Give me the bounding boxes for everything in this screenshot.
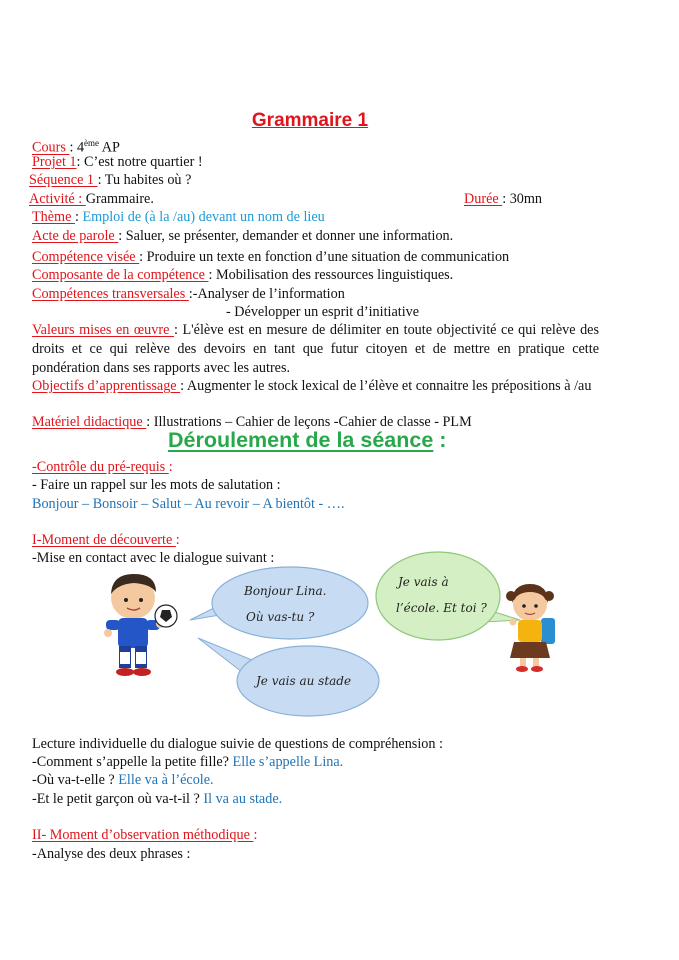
question-3-text: -Et le petit garçon où va-t-il ?	[32, 791, 204, 807]
bubble1-line2: Où vas-tu ?	[246, 610, 315, 624]
deroulement-colon: :	[433, 428, 447, 452]
boy-illustration	[104, 574, 177, 676]
competence-line	[32, 248, 509, 266]
answer-2: Elle va à l’école.	[118, 772, 214, 788]
projet-value: : C’est notre quartier !	[76, 154, 203, 170]
prerequis-instruction: - Faire un rappel sur les mots de salutation :	[32, 477, 281, 493]
decouverte-heading-colon: :	[175, 532, 180, 548]
lecture-line: Lecture individuelle du dialogue suivie de questions de compréhension :	[32, 736, 443, 752]
valeurs-paragraph	[32, 321, 599, 378]
bubble3-text: Je vais au stade	[256, 674, 352, 688]
duree-label: Durée	[464, 191, 503, 207]
deroulement-title: Déroulement de la séance	[168, 428, 434, 452]
answer-3: Il va au stade.	[203, 791, 283, 807]
girl-illustration	[506, 584, 555, 672]
transversales-value: :-Analyser de l’information	[188, 286, 345, 302]
prerequis-heading	[32, 458, 173, 476]
sequence-value: : Tu habites où ?	[97, 172, 192, 188]
acte-value: : Saluer, se présenter, demander et donner une information.	[118, 228, 454, 244]
valeurs-label: Valeurs mises en œuvre	[32, 322, 174, 338]
materiel-label: Matériel didactique	[32, 414, 147, 430]
transversales-line	[32, 285, 345, 303]
bubble2-line1: Je vais à	[398, 575, 449, 589]
cours-value-suffix: AP	[99, 139, 120, 156]
observation-heading	[32, 826, 257, 844]
observation-instruction: -Analyse des deux phrases :	[32, 846, 191, 862]
objectifs-label: Objectifs d’apprentissage	[32, 378, 181, 394]
sequence-label: Séquence 1	[29, 172, 98, 188]
speech-bubble-boy-1	[190, 567, 368, 639]
question-3	[32, 790, 282, 808]
duree-line	[464, 190, 542, 208]
projet-line	[32, 153, 203, 171]
composante-line	[32, 266, 453, 284]
deroulement-heading	[168, 428, 446, 453]
theme-line: Thème : Emploi de (à la /au) devant un nom de lieu	[32, 209, 325, 225]
activite-label: Activité :	[29, 191, 86, 207]
objectifs-paragraph	[32, 377, 599, 396]
bubble1-line1: Bonjour Lina.	[244, 584, 327, 598]
theme-value: Emploi de (à la /au) devant un nom de lieu	[82, 209, 325, 225]
transversales-line-2: - Développer un esprit d’initiative	[226, 304, 420, 320]
objectifs-value: : Augmenter le stock lexical de l’élève et connaitre les prépositions à /au	[180, 378, 592, 394]
activite-line	[29, 190, 154, 208]
question-1	[32, 753, 343, 771]
acte-label: Acte de parole	[32, 228, 119, 244]
materiel-value: : Illustrations – Cahier de leçons -Cahier de classe - PLM	[146, 414, 472, 430]
cours-label: Cours	[32, 139, 70, 156]
theme-label: Thème	[32, 209, 75, 225]
bubble2-line2: l’école. Et toi ?	[396, 601, 487, 615]
question-2	[32, 771, 214, 789]
document-title: Grammaire 1	[251, 110, 369, 131]
valeurs-value: : L'élève est en mesure de délimiter en toute objectivité ce qui relève des droits et ce qui relève des devoirs en tant que futur citoyen et de mettre en pratique cette pondération dans ses rapports avec les autres.	[32, 322, 599, 376]
sequence-line	[29, 171, 191, 189]
acte-line	[32, 227, 453, 245]
prerequis-words: Bonjour – Bonsoir – Salut – Au revoir – A bientôt - ….	[32, 496, 345, 512]
cours-value-prefix: 4	[76, 139, 85, 156]
dialogue-illustration	[100, 540, 570, 720]
question-1-text: -Comment s’appelle la petite fille?	[32, 754, 233, 770]
observation-heading-colon: :	[253, 827, 258, 843]
decouverte-heading-text: I-Moment de découverte	[32, 532, 176, 548]
speech-bubble-boy-2	[198, 638, 379, 716]
prerequis-heading-colon: :	[168, 459, 173, 475]
question-2-text: -Où va-t-elle ?	[32, 772, 119, 788]
composante-value: : Mobilisation des ressources linguistiques.	[208, 267, 454, 283]
projet-label: Projet 1	[32, 154, 77, 170]
prerequis-heading-text: -Contrôle du pré-requis	[32, 459, 169, 475]
decouverte-instruction: -Mise en contact avec le dialogue suivant :	[32, 550, 275, 566]
transversales-label: Compétences transversales	[32, 286, 189, 302]
answer-1: Elle s’appelle Lina.	[232, 754, 344, 770]
duree-value: : 30mn	[502, 191, 543, 207]
observation-heading-text: II- Moment d’observation méthodique	[32, 827, 254, 843]
competence-value: : Produire un texte en fonction d’une situation de communication	[139, 249, 510, 265]
cours-value-sup: ème	[84, 138, 100, 148]
activite-value: Grammaire.	[85, 191, 154, 207]
competence-label: Compétence visée	[32, 249, 140, 265]
composante-label: Composante de la compétence	[32, 267, 209, 283]
cours-line: Cours : 4ème AP	[32, 138, 120, 156]
speech-bubble-girl	[376, 552, 520, 640]
